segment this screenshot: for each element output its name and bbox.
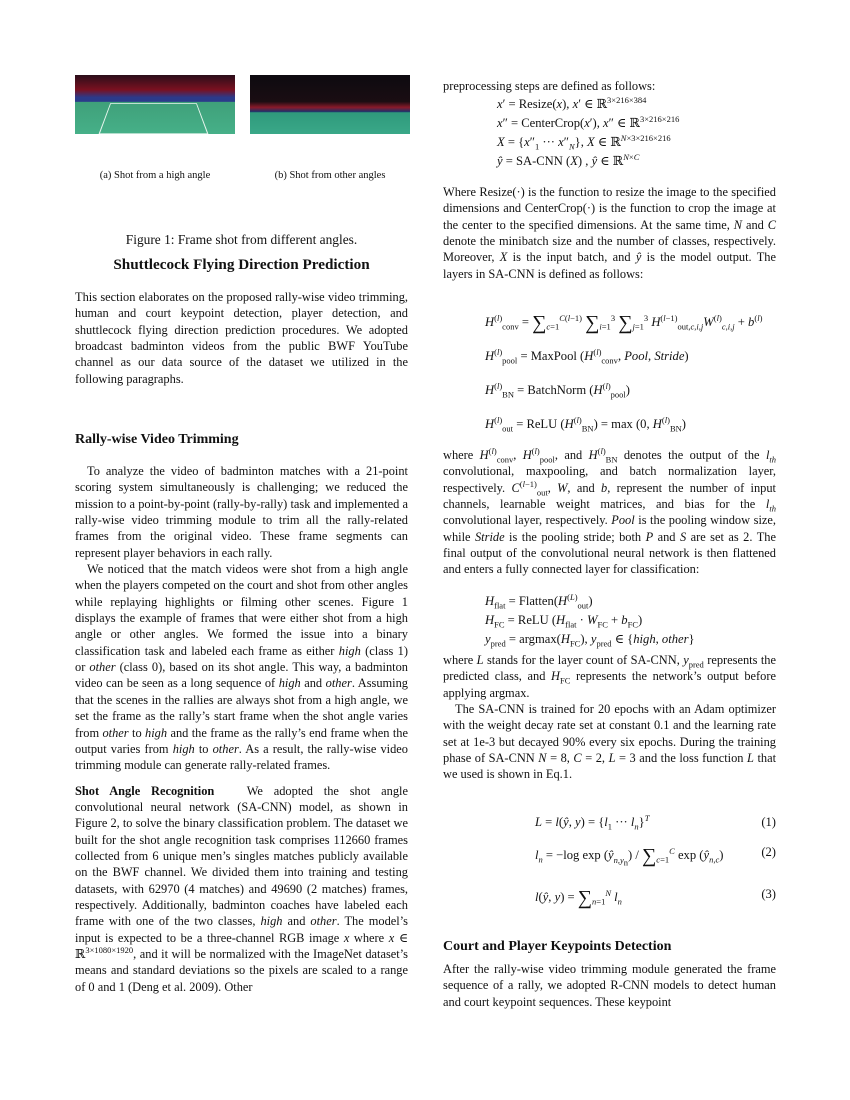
figure-image-other-angle <box>250 75 410 134</box>
equation-line: $H^{(l)}_{pool}$ = MaxPool ($H^{(l)}_{conv}$, Pool, Stride) <box>485 346 689 366</box>
paragraph: Shot Angle Recognition We adopted the shot angle convolutional neural network (SA-CNN) model, as shown in Figure 2, to solve the binary classification problem. The dataset we built for the shot angle recognition task comprises 112660 frames collected from 6 unique men’s singles matches publicly available on the BWF channel. We divided them into training and testing datasets, with 62970 (4 matches) and 49690 (2 matches) frames, respectively. Additionally, badminton coaches have labeled each frame with one of the two classes, high and other. The model’s input is expected to be a three-channel RGB image x where x ∈ ℝ$^{3\times 1080\times 1920}$, and it will be normalized with the ImageNet dataset’s means and standard deviations so the pixels are scaled to a range of 0 and 1 (Deng et al. 2009). Other <box>75 783 408 994</box>
paragraph: The SA-CNN is trained for 20 epochs with an Adam optimizer with the weight decay rate set at constant 0.1 and the learning rate set at 1e-3 but decayed 90% every six epochs. During the training phase of SA-CNN N = 8, C = 2, L = 3 and the loss function L that we used is shown in Eq.1. <box>443 702 777 782</box>
equation-number: (2) <box>761 845 776 859</box>
figure-caption: Figure 1: Frame shot from different angles. <box>125 232 358 247</box>
subsection-title: Rally-wise Video Trimming <box>75 432 239 447</box>
equation-number: (1) <box>761 815 776 829</box>
loss-equation: $l_n = -\log$ $\exp (ŷ_{n,y_n}) / \sum_{c=1}^C$ $\exp (ŷ_{n,c})$ (2) <box>535 845 776 868</box>
subcaption-a: (a) Shot from a high angle <box>99 170 211 181</box>
equation-line: $H^{(l)}_{conv} = \sum_{c=1}^{C(l-1)}$ $\sum_{i=1}^3$ $\sum_{j=1}^3$ $H^{(l-1)}_{out,c,i,j}W^{(l)}_{c,i,j} + b^{(l)}$ <box>485 312 763 334</box>
paragraph: We noticed that the match videos were shot from a high angle when the players competed on the court and shot from other angles while replaying highlights or filming other scenes. Figure 1 displays the example of frames that were either shot from a high angle or other angles. We formed the issue into a binary classification task and labeled each frame as either high (class 1) or other (class 0), based on its shot angle. This way, a badminton video can be seen as a long sequence of high and other. Assuming that the scenes in the rallies are always shot from a high angle, we set the frame as the rally’s start frame when the shot angle varies from other to high and the frame as the rally’s end frame when the output varies from high to other. As a result, the rally-wise video trimming module can generate rally-related frames. <box>75 562 409 773</box>
loss-equation: l(ŷ, $y) = \sum_{n=1}^N$ $l_n$ (3) <box>535 887 776 909</box>
section-title: Shuttlecock Flying Direction Prediction <box>113 256 370 273</box>
figure-image-high-angle <box>75 75 235 134</box>
paragraph: where $H^{(l)}_{conv}$, $H^{(l)}_{pool}$, and $H^{(l)}_{BN}$ denotes the output of the $l_{th}$ convolutional, maxpooling, and batch normalization layer, respectively. $C^{(l-1)}_{out}$, W, and b, represent the number of input channels, learnable weight matrices, and bias for the $l_{th}$ convolutional layer, respectively. Pool is the pooling window size, while Stride is the pooling stride; both P and S are set as 2. The final output of the convolutional neural network is then flattened and enters a fully connected layer for classification: <box>443 445 777 577</box>
equation-number: (3) <box>761 887 776 901</box>
equation-group-layers <box>485 305 762 441</box>
equation-line: $H^{(l)}_{out}$ = ReLU $(H^{(l)}_{BN}) = \max (0$, $H^{(l)}_{BN}$) <box>485 414 686 434</box>
equation-group-output <box>485 592 695 649</box>
section-title-court: Court and Player Keypoints Detection <box>443 939 672 954</box>
equation-line: $H_{flat}$ = $Flatten(H^{(L)}_{out})$ <box>485 591 593 611</box>
equation-line: $X = \{x''_1$ ··· $x''_N$}, X ∈ ℝ$^{N\times 3\times 216\times 216}$ <box>497 132 671 152</box>
equation-line: $y_{pred} = argmax(H_{FC})$, $y_{pred}$ ∈ {high, other} <box>485 632 695 649</box>
paragraph: Where Resize(·) is the function to resize the image to the specified dimensions and CenterCrop(·) is the function to crop the image at the center to the specified dimensions. At the same time, N and C denote the minibatch size and the number of classes, respectively. Moreover, X is the input batch, and ŷ is the model output. The layers in SA-CNN is defined as follows: <box>443 185 777 281</box>
paragraph: After the rally-wise video trimming module generated the frame sequence of a rally, we adopted R-CNN models to detect human and court keypoint sequences. These keypoint <box>443 962 776 1009</box>
paragraph: preprocessing steps are defined as follows: <box>443 79 656 93</box>
intro-paragraph: This section elaborates on the proposed rally-wise video trimming, human and court keypoint detection, player detection, and shuttlecock flying direction prediction procedures. We adopted broadcast badminton videos from the public BWF YouTube channel as our data source of the dataset we utilized in the following paragraphs. <box>75 290 408 386</box>
equation-line: $H^{(l)}_{BN}$ = BatchNorm $(H^{(l)}_{pool})$ <box>485 380 630 400</box>
subcaption-b: (b) Shot from other angles <box>274 170 386 181</box>
paragraph: where L stands for the layer count of SA-CNN, $y_{pred}$ represents the predicted class, and $H_{FC}$ represents the network’s output before applying argmax. <box>443 653 776 700</box>
equation-line: x′ = Resize(x), x′ ∈ ℝ$^{3\times 216\times 384}$ <box>497 94 647 111</box>
equation-line: x″ = CenterCrop(x′), x″ ∈ ℝ$^{3\times 216\times 216}$ <box>497 113 680 130</box>
paragraph: To analyze the video of badminton matches with a 21-point scoring system simultaneously is challenging; we reduced the mission to a point-by-point (rally-by-rally) task and implemented a rally-wise video trimming module to trim all the rally-related frames from the original video. These frame segments can represent player behaviors in each rally. <box>75 464 408 560</box>
equation-group-preprocess <box>497 95 679 171</box>
equation-line: $H_{FC}$ = ReLU $(H_{flat} \cdot W_{FC} + b_{FC})$ <box>485 613 643 630</box>
run-in-heading: Shot Angle Recognition <box>75 783 215 798</box>
loss-equation: L = l(ŷ, $y) = \{l_1$ ··· $l_n\}^T$ (1) <box>535 812 776 832</box>
equation-line: ŷ = SA-CNN (X) , ŷ ∈ ℝ$^{N\times C}$ <box>497 151 640 168</box>
